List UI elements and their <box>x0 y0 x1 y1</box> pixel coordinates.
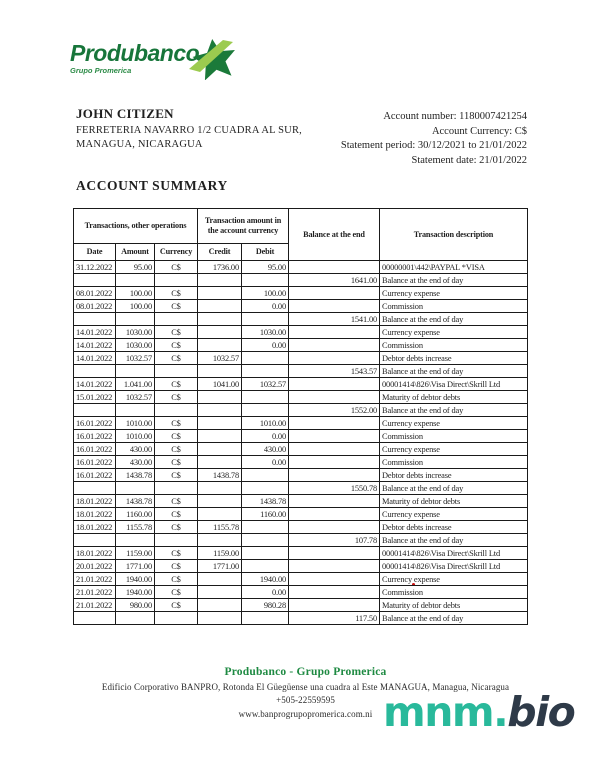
logo-subtitle: Grupo Promerica <box>70 66 132 75</box>
table-cell: 1541.00 <box>289 313 380 326</box>
table-cell: C$ <box>155 391 198 404</box>
table-cell: 1641.00 <box>289 274 380 287</box>
table-cell: Balance at the end of day <box>380 313 528 326</box>
table-cell <box>289 352 380 365</box>
table-cell <box>242 404 289 417</box>
table-cell <box>198 599 242 612</box>
produbanco-logo <box>70 40 290 75</box>
table-cell: 18.01.2022 <box>74 521 116 534</box>
table-cell: 95.00 <box>116 261 155 274</box>
table-cell: 1160.00 <box>116 508 155 521</box>
header-amount-group: Transaction amount in the account currency <box>198 209 289 244</box>
table-cell: 1550.78 <box>289 482 380 495</box>
footer-address: Edificio Corporativo BANPRO, Rotonda El Güegüense una cuadra al Este MANAGUA, Managua, Nicaragua <box>101 681 510 692</box>
page-title: ACCOUNT SUMMARY <box>76 178 228 193</box>
table-cell <box>198 365 242 378</box>
table-cell <box>116 404 155 417</box>
table-row <box>74 261 528 274</box>
header-currency: Currency <box>155 244 198 261</box>
table-row <box>74 443 528 456</box>
table-cell: Balance at the end of day <box>380 404 528 417</box>
statement-info-block <box>341 110 527 168</box>
table-cell: C$ <box>155 573 198 586</box>
table-cell <box>242 313 289 326</box>
table-cell: Maturity of debtor debts <box>380 495 528 508</box>
table-cell: C$ <box>155 378 198 391</box>
statement-date-line: Statement date: 21/01/2022 <box>411 154 527 166</box>
table-cell: Debtor debts increase <box>380 352 528 365</box>
table-cell: C$ <box>155 352 198 365</box>
table-row <box>74 378 528 391</box>
table-cell: C$ <box>155 287 198 300</box>
table-row <box>74 547 528 560</box>
table-cell: C$ <box>155 430 198 443</box>
table-row <box>74 430 528 443</box>
table-cell: 21.01.2022 <box>74 586 116 599</box>
table-cell <box>74 365 116 378</box>
logo-wordmark: Produbanco <box>70 40 200 66</box>
statement-period-line: Statement period: 30/12/2021 to 21/01/2022 <box>340 140 527 151</box>
table-cell: 18.01.2022 <box>74 495 116 508</box>
table-cell: 00000001\442\PAYPAL *VISA <box>380 261 528 274</box>
footer-website: www.banprogrupopromerica.com.ni <box>238 708 373 719</box>
table-cell: 1010.00 <box>116 417 155 430</box>
table-cell <box>289 261 380 274</box>
table-cell <box>289 495 380 508</box>
table-cell: 16.01.2022 <box>74 456 116 469</box>
table-cell <box>198 274 242 287</box>
table-cell <box>242 391 289 404</box>
table-row <box>74 573 528 586</box>
table-cell <box>289 378 380 391</box>
table-cell <box>116 274 155 287</box>
table-cell: 1041.00 <box>198 378 242 391</box>
table-cell: 1552.00 <box>289 404 380 417</box>
account-number-line: Account number: 1180007421254 <box>383 111 527 122</box>
table-cell: 1032.57 <box>116 391 155 404</box>
table-cell: 100.00 <box>116 287 155 300</box>
table-cell <box>155 274 198 287</box>
table-cell: 1771.00 <box>198 560 242 573</box>
table-cell <box>198 456 242 469</box>
table-cell: Commission <box>380 586 528 599</box>
watermark-mnm: mnm. <box>383 688 508 736</box>
table-cell: 21.01.2022 <box>74 599 116 612</box>
table-cell <box>289 573 380 586</box>
table-cell: 31.12.2022 <box>74 261 116 274</box>
table-cell: Balance at the end of day <box>380 365 528 378</box>
table-cell: 95.00 <box>242 261 289 274</box>
table-cell: 16.01.2022 <box>74 469 116 482</box>
table-body <box>74 261 528 625</box>
table-cell: Currency expense <box>380 508 528 521</box>
table-row <box>74 508 528 521</box>
table-cell <box>289 547 380 560</box>
table-cell: 16.01.2022 <box>74 430 116 443</box>
table-cell: 15.01.2022 <box>74 391 116 404</box>
table-cell: 08.01.2022 <box>74 287 116 300</box>
table-cell: Currency expense <box>380 443 528 456</box>
table-cell: C$ <box>155 560 198 573</box>
table-cell: 1543.57 <box>289 365 380 378</box>
table-cell: 1438.78 <box>116 469 155 482</box>
table-cell <box>289 508 380 521</box>
table-cell: 0.00 <box>242 300 289 313</box>
table-cell <box>74 313 116 326</box>
table-cell: C$ <box>155 300 198 313</box>
table-cell <box>155 612 198 625</box>
table-cell: 430.00 <box>242 443 289 456</box>
table-cell: 430.00 <box>116 456 155 469</box>
table-cell: 1438.78 <box>116 495 155 508</box>
table-cell: C$ <box>155 443 198 456</box>
table-cell <box>198 586 242 599</box>
table-cell <box>242 560 289 573</box>
table-cell: 14.01.2022 <box>74 339 116 352</box>
header-amount: Amount <box>116 244 155 261</box>
table-cell: 1010.00 <box>116 430 155 443</box>
table-cell: Balance at the end of day <box>380 274 528 287</box>
table-cell <box>116 482 155 495</box>
customer-name: JOHN CITIZEN <box>76 106 174 121</box>
table-cell: C$ <box>155 339 198 352</box>
table-row <box>74 469 528 482</box>
table-cell: 1010.00 <box>242 417 289 430</box>
table-cell: Balance at the end of day <box>380 482 528 495</box>
table-cell: 18.01.2022 <box>74 547 116 560</box>
table-row <box>74 560 528 573</box>
table-cell: 1155.78 <box>198 521 242 534</box>
table-row <box>74 326 528 339</box>
table-cell <box>289 469 380 482</box>
table-cell: 00001414\826\Visa Direct\Skrill Ltd <box>380 378 528 391</box>
table-cell: 430.00 <box>116 443 155 456</box>
table-row <box>74 300 528 313</box>
customer-block <box>76 106 302 150</box>
table-row <box>74 495 528 508</box>
table-cell: 0.00 <box>242 456 289 469</box>
table-cell: Balance at the end of day <box>380 612 528 625</box>
table-cell: 980.28 <box>242 599 289 612</box>
table-cell <box>198 430 242 443</box>
table-cell: 14.01.2022 <box>74 352 116 365</box>
table-cell: 14.01.2022 <box>74 378 116 391</box>
table-cell: 0.00 <box>242 586 289 599</box>
table-cell: C$ <box>155 326 198 339</box>
table-cell: C$ <box>155 469 198 482</box>
table-cell: 1159.00 <box>116 547 155 560</box>
table-cell <box>198 443 242 456</box>
table-cell <box>289 417 380 430</box>
table-cell: C$ <box>155 547 198 560</box>
table-cell: 1940.00 <box>116 586 155 599</box>
table-row <box>74 417 528 430</box>
table-cell: Currency expense <box>380 417 528 430</box>
account-currency-line: Account Currency: C$ <box>431 125 527 137</box>
table-cell <box>289 456 380 469</box>
table-cell <box>242 274 289 287</box>
table-cell <box>198 391 242 404</box>
watermark-bio: bio <box>507 688 575 736</box>
table-cell <box>198 573 242 586</box>
table-cell <box>116 313 155 326</box>
table-cell: Debtor debts increase <box>380 521 528 534</box>
table-cell: 1030.00 <box>242 326 289 339</box>
table-cell: 1.041.00 <box>116 378 155 391</box>
table-cell: Maturity of debtor debts <box>380 391 528 404</box>
table-cell: 14.01.2022 <box>74 326 116 339</box>
star-logo-icon <box>188 38 238 80</box>
table-cell: 08.01.2022 <box>74 300 116 313</box>
table-cell: 1155.78 <box>116 521 155 534</box>
table-cell <box>198 287 242 300</box>
table-row <box>74 287 528 300</box>
table-cell: 21.01.2022 <box>74 573 116 586</box>
table-cell <box>74 612 116 625</box>
table-cell: Maturity of debtor debts <box>380 599 528 612</box>
table-cell: C$ <box>155 508 198 521</box>
table-row <box>74 456 528 469</box>
table-cell: 20.01.2022 <box>74 560 116 573</box>
header-transactions-group: Transactions, other operations <box>74 209 198 244</box>
table-cell <box>242 521 289 534</box>
header-date: Date <box>74 244 116 261</box>
table-cell <box>155 365 198 378</box>
table-cell <box>74 482 116 495</box>
table-cell <box>198 339 242 352</box>
table-cell: 980.00 <box>116 599 155 612</box>
table-cell: 1438.78 <box>198 469 242 482</box>
table-cell: 1771.00 <box>116 560 155 573</box>
table-cell <box>289 326 380 339</box>
table-header <box>74 209 528 261</box>
footer-bank-title: Produbanco - Grupo Promerica <box>224 666 387 678</box>
table-row <box>74 482 528 495</box>
table-row <box>74 534 528 547</box>
table-cell <box>116 612 155 625</box>
header-balance: Balance at the end <box>289 209 380 261</box>
table-cell <box>116 534 155 547</box>
table-row <box>74 521 528 534</box>
table-row <box>74 274 528 287</box>
table-cell <box>198 482 242 495</box>
table-cell: 1736.00 <box>198 261 242 274</box>
table-cell: 117.50 <box>289 612 380 625</box>
table-cell <box>198 300 242 313</box>
table-cell: 1032.57 <box>198 352 242 365</box>
table-cell: C$ <box>155 456 198 469</box>
table-cell <box>155 313 198 326</box>
table-cell: Currency expense <box>380 287 528 300</box>
table-cell <box>198 404 242 417</box>
table-cell <box>198 495 242 508</box>
table-cell: 1438.78 <box>242 495 289 508</box>
table-row <box>74 404 528 417</box>
table-cell: C$ <box>155 261 198 274</box>
table-cell: C$ <box>155 417 198 430</box>
customer-address-line2: MANAGUA, NICARAGUA <box>76 139 203 150</box>
table-cell <box>242 612 289 625</box>
table-cell: 1032.57 <box>242 378 289 391</box>
table-cell <box>198 313 242 326</box>
table-cell: Commission <box>380 456 528 469</box>
table-cell: 0.00 <box>242 339 289 352</box>
table-row <box>74 313 528 326</box>
header-description: Transaction description <box>380 209 528 261</box>
header-credit: Credit <box>198 244 242 261</box>
table-cell: 1940.00 <box>116 573 155 586</box>
table-cell <box>289 586 380 599</box>
table-cell <box>289 300 380 313</box>
customer-address-line1: FERRETERIA NAVARRO 1/2 CUADRA AL SUR, <box>76 125 302 136</box>
header-debit: Debit <box>242 244 289 261</box>
table-row <box>74 599 528 612</box>
table-cell <box>289 443 380 456</box>
table-cell <box>74 534 116 547</box>
table-cell: 1940.00 <box>242 573 289 586</box>
table-cell: 1032.57 <box>116 352 155 365</box>
table-cell: Currency expense <box>380 573 528 586</box>
table-cell: C$ <box>155 495 198 508</box>
table-cell <box>242 547 289 560</box>
table-cell <box>74 404 116 417</box>
table-row <box>74 352 528 365</box>
table-cell <box>289 391 380 404</box>
table-cell <box>242 534 289 547</box>
table-cell <box>289 430 380 443</box>
table-cell <box>289 599 380 612</box>
table-cell: 1030.00 <box>116 339 155 352</box>
table-cell: 18.01.2022 <box>74 508 116 521</box>
mnm-bio-watermark <box>383 688 574 736</box>
table-cell <box>289 521 380 534</box>
table-cell: 100.00 <box>242 287 289 300</box>
table-cell <box>242 469 289 482</box>
table-cell <box>289 560 380 573</box>
table-cell: 1159.00 <box>198 547 242 560</box>
table-cell: Balance at the end of day <box>380 534 528 547</box>
table-cell <box>289 287 380 300</box>
table-cell: 16.01.2022 <box>74 417 116 430</box>
transactions-table <box>73 208 528 625</box>
table-cell <box>198 534 242 547</box>
table-cell: C$ <box>155 599 198 612</box>
table-cell <box>155 534 198 547</box>
table-cell <box>198 612 242 625</box>
table-cell: 00001414\826\Visa Direct\Skrill Ltd <box>380 560 528 573</box>
table-cell <box>242 352 289 365</box>
table-cell <box>198 417 242 430</box>
table-row <box>74 612 528 625</box>
table-cell: Commission <box>380 300 528 313</box>
table-cell: Debtor debts increase <box>380 469 528 482</box>
table-cell <box>198 508 242 521</box>
table-cell: 1160.00 <box>242 508 289 521</box>
table-cell: Currency expense <box>380 326 528 339</box>
table-cell: 16.01.2022 <box>74 443 116 456</box>
table-cell: Commission <box>380 339 528 352</box>
table-cell <box>155 482 198 495</box>
table-cell <box>198 326 242 339</box>
table-row <box>74 339 528 352</box>
table-cell <box>242 482 289 495</box>
table-cell <box>116 365 155 378</box>
footer-phone: +505-22559595 <box>276 695 335 705</box>
table-cell <box>242 365 289 378</box>
table-cell: 0.00 <box>242 430 289 443</box>
table-cell: Commission <box>380 430 528 443</box>
table-cell <box>74 274 116 287</box>
table-cell: 107.78 <box>289 534 380 547</box>
table-cell: C$ <box>155 586 198 599</box>
table-cell <box>289 339 380 352</box>
table-cell: 00001414\826\Visa Direct\Skrill Ltd <box>380 547 528 560</box>
table-row <box>74 391 528 404</box>
table-cell: 100.00 <box>116 300 155 313</box>
table-row <box>74 365 528 378</box>
table-row <box>74 586 528 599</box>
table-cell: 1030.00 <box>116 326 155 339</box>
table-cell: C$ <box>155 521 198 534</box>
table-cell <box>155 404 198 417</box>
